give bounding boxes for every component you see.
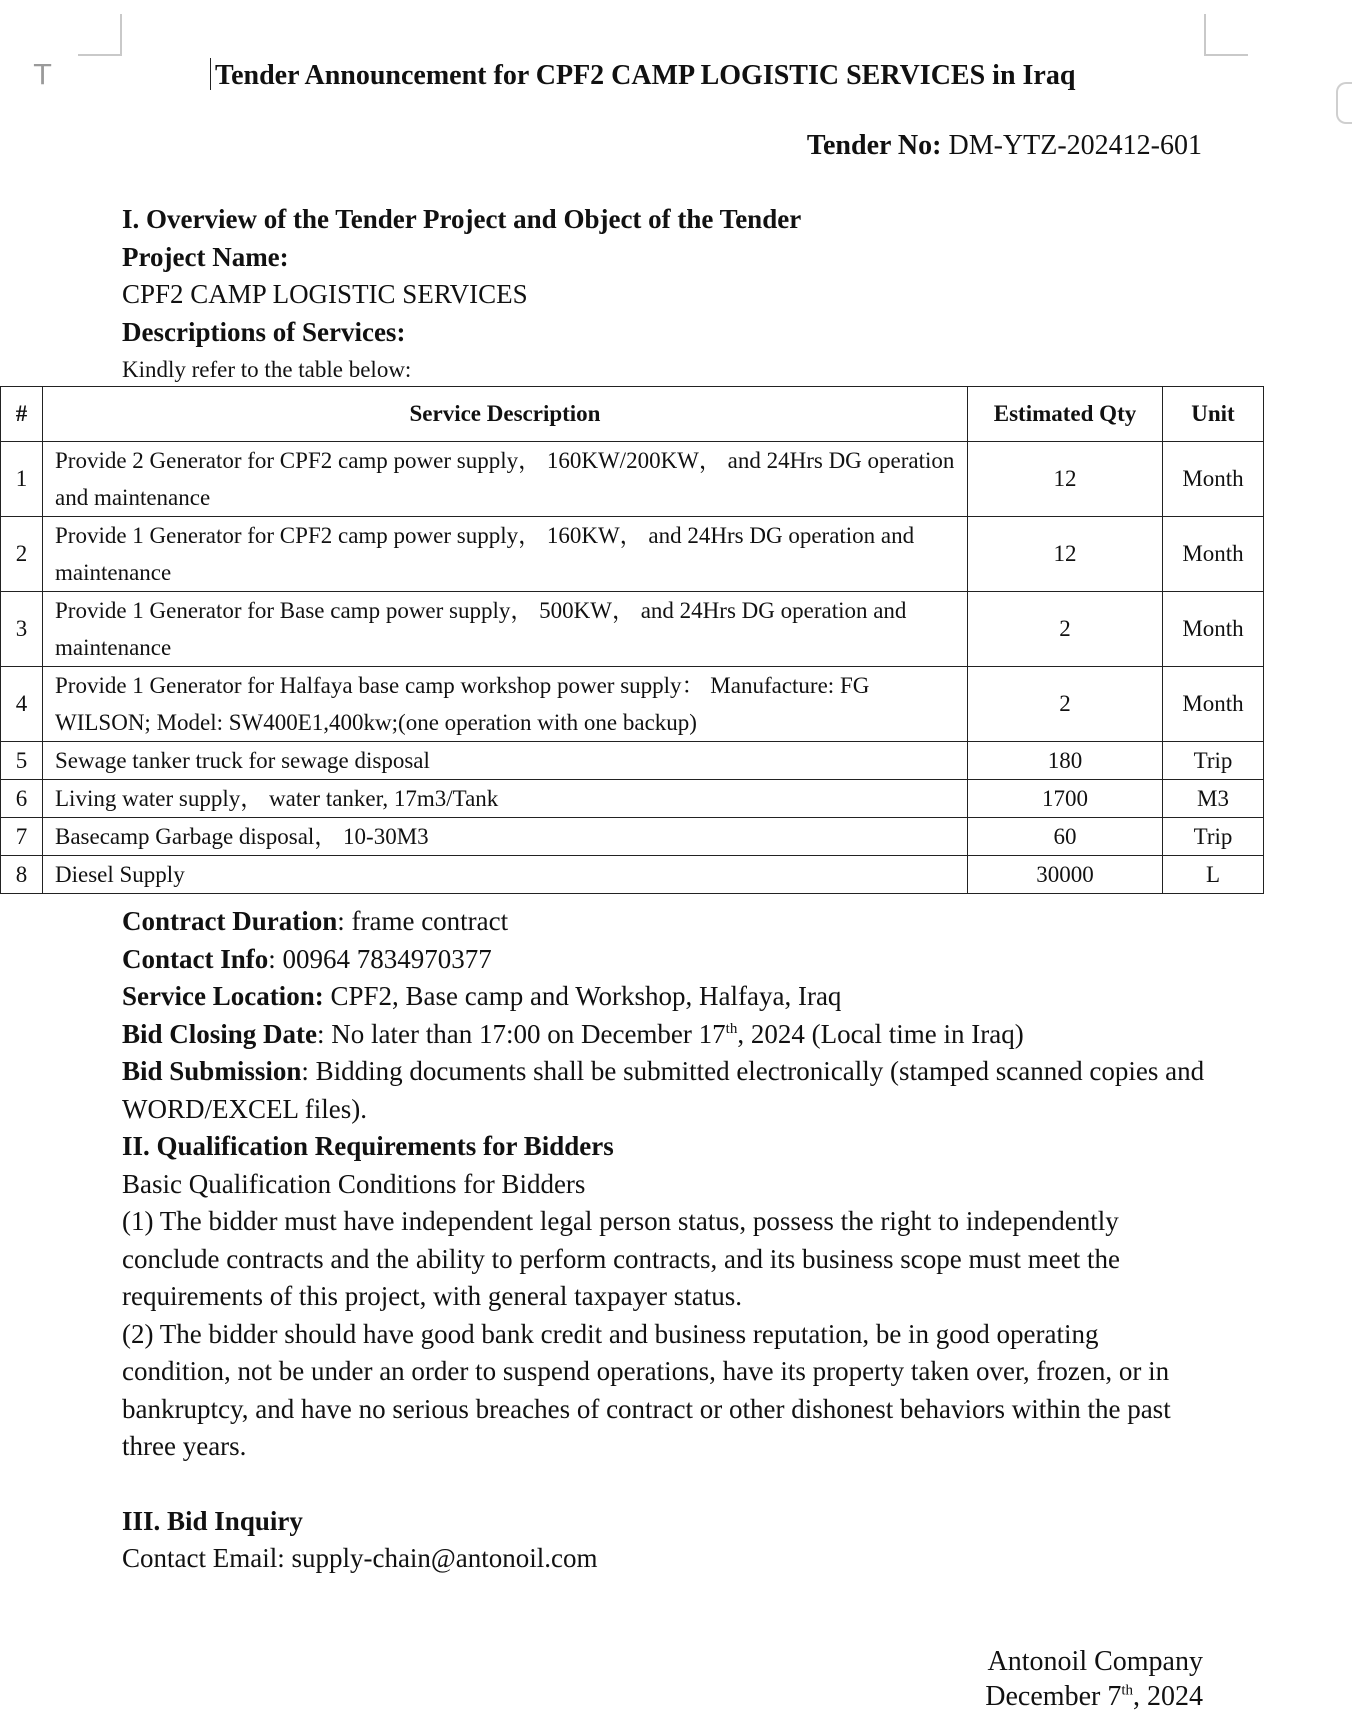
requirement-2: (2) The bidder should have good bank credit and business reputation, be in good operating condition, not be under an order to suspend operations, have its property taken over, frozen, or in bankruptcy, and have no serious breaches of contract or other dishonest behaviors within the past three years. — [122, 1318, 1171, 1461]
requirement-1: (1) The bidder must have independent legal person status, possess the right to independently conclude contracts and the ability to perform contracts, and its business scope must meet the requirements of this project, with general taxpayer status. — [122, 1206, 1120, 1311]
service-description: Living water supply， water tanker, 17m3/Tank — [43, 780, 968, 818]
row-number: 6 — [1, 780, 43, 818]
section-1-heading: I. Overview of the Tender Project and Object of the Tender — [122, 204, 802, 234]
bid-closing-date — [122, 1016, 1222, 1054]
contact-info — [122, 941, 1222, 979]
text-cursor-icon: T — [34, 58, 52, 91]
col-header-description: Service Description — [43, 387, 968, 442]
contract-duration — [122, 903, 1222, 941]
table-row — [1, 517, 1264, 592]
unit: Month — [1163, 442, 1264, 517]
col-header-unit: Unit — [1163, 387, 1264, 442]
service-location — [122, 978, 1222, 1016]
service-description: Provide 1 Generator for Halfaya base camp workshop power supply： Manufacture: FG WILSON; Model: SW400E1,400kw;(one operation with one backup) — [43, 667, 968, 742]
signature-date-sup: th — [1121, 1682, 1133, 1699]
signature-date-year: , 2024 — [1133, 1681, 1203, 1712]
estimated-qty: 60 — [968, 818, 1163, 856]
descriptions-label: Descriptions of Services: — [122, 316, 406, 347]
estimated-qty: 180 — [968, 742, 1163, 780]
tender-number — [807, 130, 1202, 162]
document-title: Tender Announcement for CPF2 CAMP LOGISTIC SERVICES in Iraq — [210, 58, 1075, 92]
unit: Month — [1163, 517, 1264, 592]
estimated-qty: 2 — [968, 592, 1163, 667]
signature-date-text: December 7 — [985, 1681, 1122, 1712]
project-name-label: Project Name: — [122, 241, 289, 272]
row-number: 3 — [1, 592, 43, 667]
refer-text: Kindly refer to the table below: — [122, 357, 412, 382]
table-row — [1, 442, 1264, 517]
table-header-row — [1, 387, 1264, 442]
project-name: CPF2 CAMP LOGISTIC SERVICES — [122, 279, 528, 309]
service-description: Basecamp Garbage disposal， 10-30M3 — [43, 818, 968, 856]
service-description: Sewage tanker truck for sewage disposal — [43, 742, 968, 780]
service-location-value: CPF2, Base camp and Workshop, Halfaya, Iraq — [323, 981, 842, 1011]
row-number: 4 — [1, 667, 43, 742]
table-row — [1, 667, 1264, 742]
signature-block — [985, 1644, 1203, 1714]
section-2-subheading: Basic Qualification Conditions for Bidders — [122, 1168, 586, 1199]
service-description: Provide 1 Generator for Base camp power supply， 500KW， and 24Hrs DG operation and maintenance — [43, 592, 968, 667]
row-number: 5 — [1, 742, 43, 780]
bid-closing-value-end: , 2024 (Local time in Iraq) — [737, 1018, 1024, 1049]
row-number: 7 — [1, 818, 43, 856]
estimated-qty: 30000 — [968, 856, 1163, 894]
tender-number-label: Tender No: — [806, 130, 942, 161]
service-description: Provide 1 Generator for CPF2 camp power supply， 160KW， and 24Hrs DG operation and maintenance — [43, 517, 968, 592]
table-row — [1, 592, 1264, 667]
unit: L — [1163, 856, 1264, 894]
unit: Trip — [1163, 818, 1264, 856]
contact-email: Contact Email: supply-chain@antonoil.com — [122, 1543, 598, 1573]
bid-closing-value: : No later than 17:00 on December 17 — [317, 1018, 726, 1049]
bid-submission-label: Bid Submission — [122, 1056, 302, 1086]
row-number: 1 — [1, 442, 43, 517]
estimated-qty: 1700 — [968, 780, 1163, 818]
unit: Trip — [1163, 742, 1264, 780]
section-overview — [122, 201, 801, 389]
contract-details — [122, 903, 1222, 1578]
bid-submission-value: : Bidding documents shall be submitted electronically (stamped scanned copies and WORD/EXCEL files). — [122, 1056, 1205, 1124]
bid-submission — [122, 1053, 1222, 1128]
bid-closing-sup: th — [725, 1020, 738, 1037]
signature-date — [985, 1679, 1203, 1714]
unit: Month — [1163, 667, 1264, 742]
margin-mark-top-right — [1204, 14, 1248, 56]
company-name: Antonoil Company — [987, 1646, 1203, 1677]
section-3-heading: III. Bid Inquiry — [122, 1505, 303, 1536]
bid-closing-label: Bid Closing Date — [122, 1018, 318, 1049]
contact-info-value: : 00964 7834970377 — [268, 943, 492, 974]
contract-duration-value: : frame contract — [337, 906, 509, 936]
unit: M3 — [1163, 780, 1264, 818]
row-number: 8 — [1, 856, 43, 894]
estimated-qty: 2 — [968, 667, 1163, 742]
section-2-heading: II. Qualification Requirements for Bidders — [122, 1131, 614, 1161]
col-header-qty: Estimated Qty — [968, 387, 1163, 442]
table-row — [1, 856, 1264, 894]
estimated-qty: 12 — [968, 442, 1163, 517]
contact-info-label: Contact Info — [122, 943, 269, 974]
tender-number-value: DM-YTZ-202412-601 — [948, 130, 1202, 161]
side-panel-handle[interactable] — [1336, 82, 1352, 124]
estimated-qty: 12 — [968, 517, 1163, 592]
service-location-label: Service Location: — [122, 981, 324, 1011]
spacer — [122, 1466, 1222, 1503]
services-table — [0, 386, 1264, 894]
table-row — [1, 818, 1264, 856]
service-description: Diesel Supply — [43, 856, 968, 894]
unit: Month — [1163, 592, 1264, 667]
margin-mark-top-left — [78, 14, 122, 56]
text-caret — [210, 58, 211, 90]
row-number: 2 — [1, 517, 43, 592]
service-description: Provide 2 Generator for CPF2 camp power supply， 160KW/200KW， and 24Hrs DG operation and maintenance — [43, 442, 968, 517]
table-row — [1, 780, 1264, 818]
contract-duration-label: Contract Duration — [122, 906, 338, 936]
col-header-num: # — [1, 387, 43, 442]
table-row — [1, 742, 1264, 780]
